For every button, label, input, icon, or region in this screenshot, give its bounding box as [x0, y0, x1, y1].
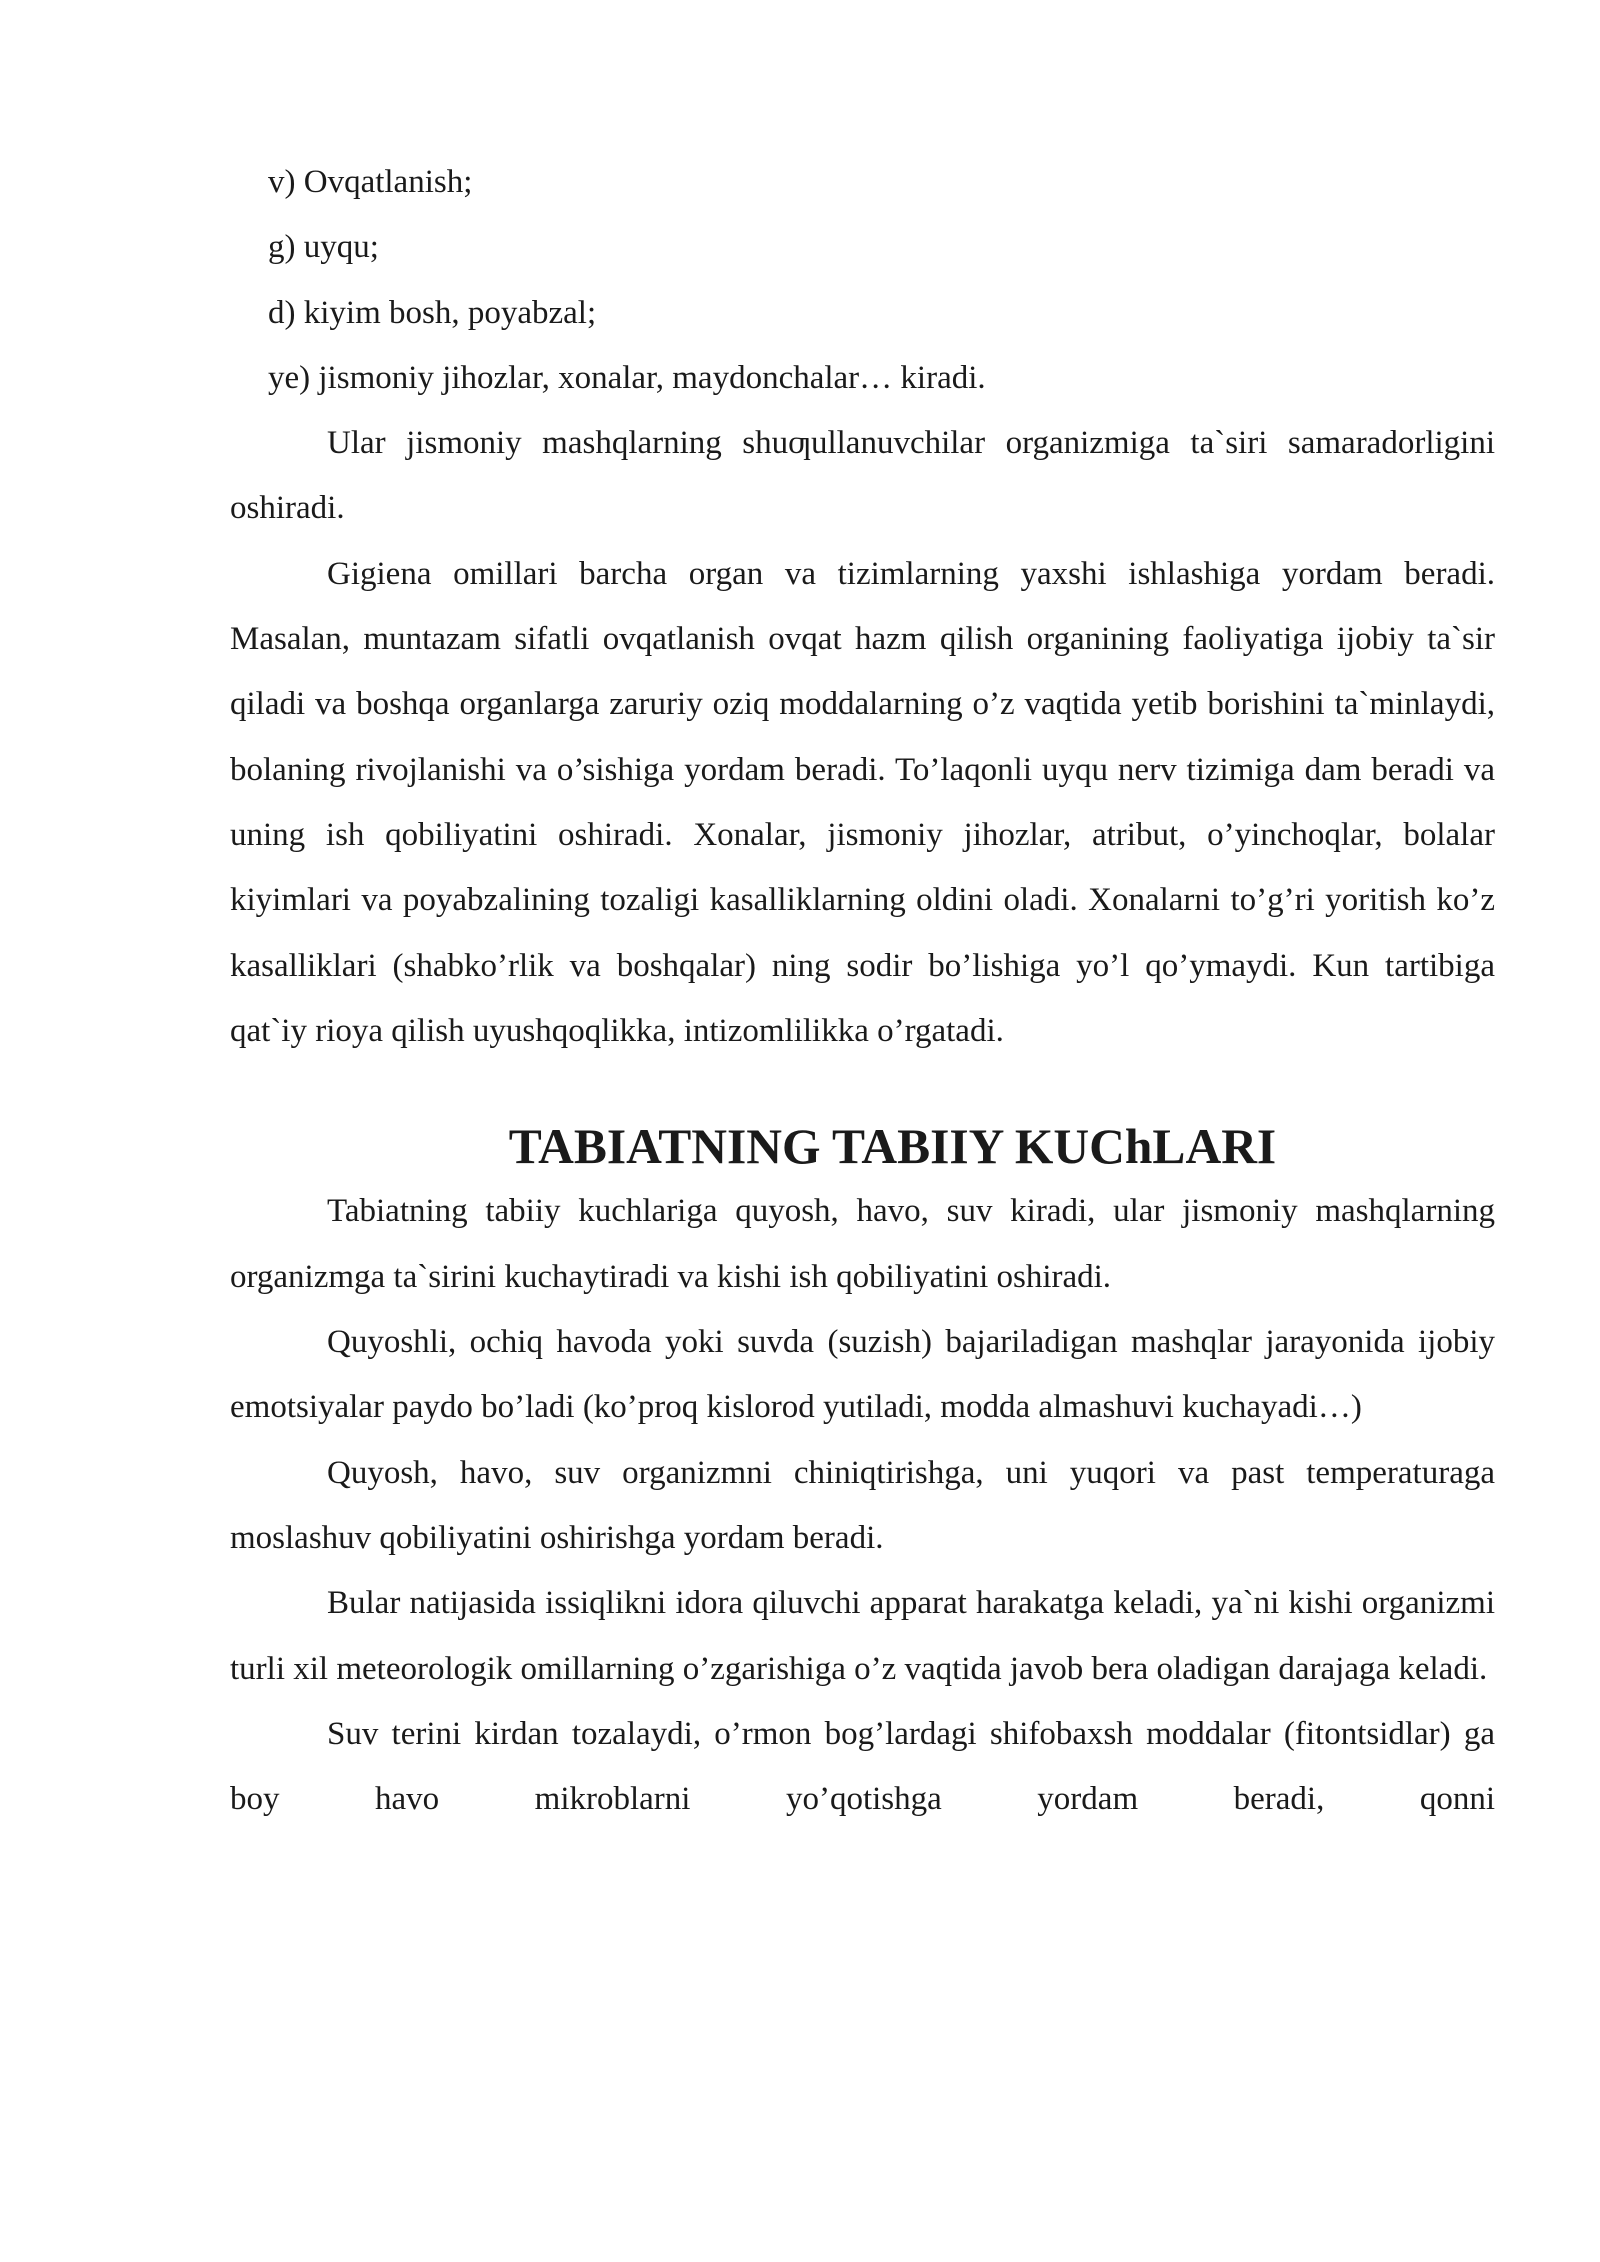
section-heading: TABIATNING TABIIY KUChLARI: [508, 1119, 1277, 1175]
hygiene-factors-list: [230, 150, 1495, 411]
paragraph: Ular jismoniy mashqlarning shuƣullanuvchilar organizmiga ta`siri samaradorligini oshiradi.: [230, 425, 1495, 527]
paragraph: Quyoshli, ochiq havoda yoki suvda (suzish) bajariladigan mashqlar jarayonida ijobiy emotsiyalar paydo bo’ladi (ko’proq kislorod yutiladi, modda almashuvi kuchayadi…): [230, 1324, 1495, 1426]
paragraph: Bular natijasida issiqlikni idora qiluvchi apparat harakatga keladi, ya`ni kishi organizmi turli xil meteorologik omillarning o’zgarishiga o’z vaqtida javob bera oladigan darajaga keladi.: [230, 1585, 1495, 1687]
paragraph-continued: Suv terini kirdan tozalaydi, o’rmon bog’lardagi shifobaxsh moddalar (fitontsidlar) ga boy havo mikroblarni yo’qotishga yordam beradi, qonni: [230, 1715, 1495, 1818]
paragraph: Gigiena omillari barcha organ va tizimlarning yaxshi ishlashiga yordam beradi. Masalan, muntazam sifatli ovqatlanish ovqat hazm qilish organining faoliyatiga ijobiy ta`sir qiladi va boshqa organlarga zaruriy oziq moddalarning o’z vaqtida yetib borishini ta`minlaydi, bolaning rivojlanishi va o’sishiga yordam beradi. To’laqonli uyqu nerv tizimiga dam beradi va uning ish qobiliyatini oshiradi. Xonalar, jismoniy jihozlar, atribut, o’yinchoqlar, bolalar kiyimlari va poyabzalining tozaligi kasalliklarning oldini oladi. Xonalarni to’g’ri yoritish ko’z kasalliklari (shabko’rlik va boshqalar) ning sodir bo’lishiga yo’l qo’ymaydi. Kun tartibiga qat`iy rioya qilish uyushqoqlikka, intizomlilikka o’rgatadi.: [230, 555, 1495, 1049]
paragraph: Quyosh, havo, suv organizmni chiniqtirishga, uni yuqori va past temperaturaga moslashuv qobiliyatini oshirishga yordam beradi.: [230, 1454, 1495, 1556]
list-item: d) kiyim bosh, poyabzal;: [268, 294, 597, 331]
paragraph: Tabiatning tabiiy kuchlariga quyosh, havo, suv kiradi, ular jismoniy mashqlarning organizmga ta`sirini kuchaytiradi va kishi ish qobiliyatini oshiradi.: [230, 1193, 1495, 1295]
list-item: g) uyqu;: [268, 229, 379, 266]
page-body: [230, 150, 1495, 1832]
list-item: ye) jismoniy jihozlar, xonalar, maydonchalar… kiradi.: [268, 359, 986, 396]
list-item: v) Ovqatlanish;: [268, 164, 473, 200]
